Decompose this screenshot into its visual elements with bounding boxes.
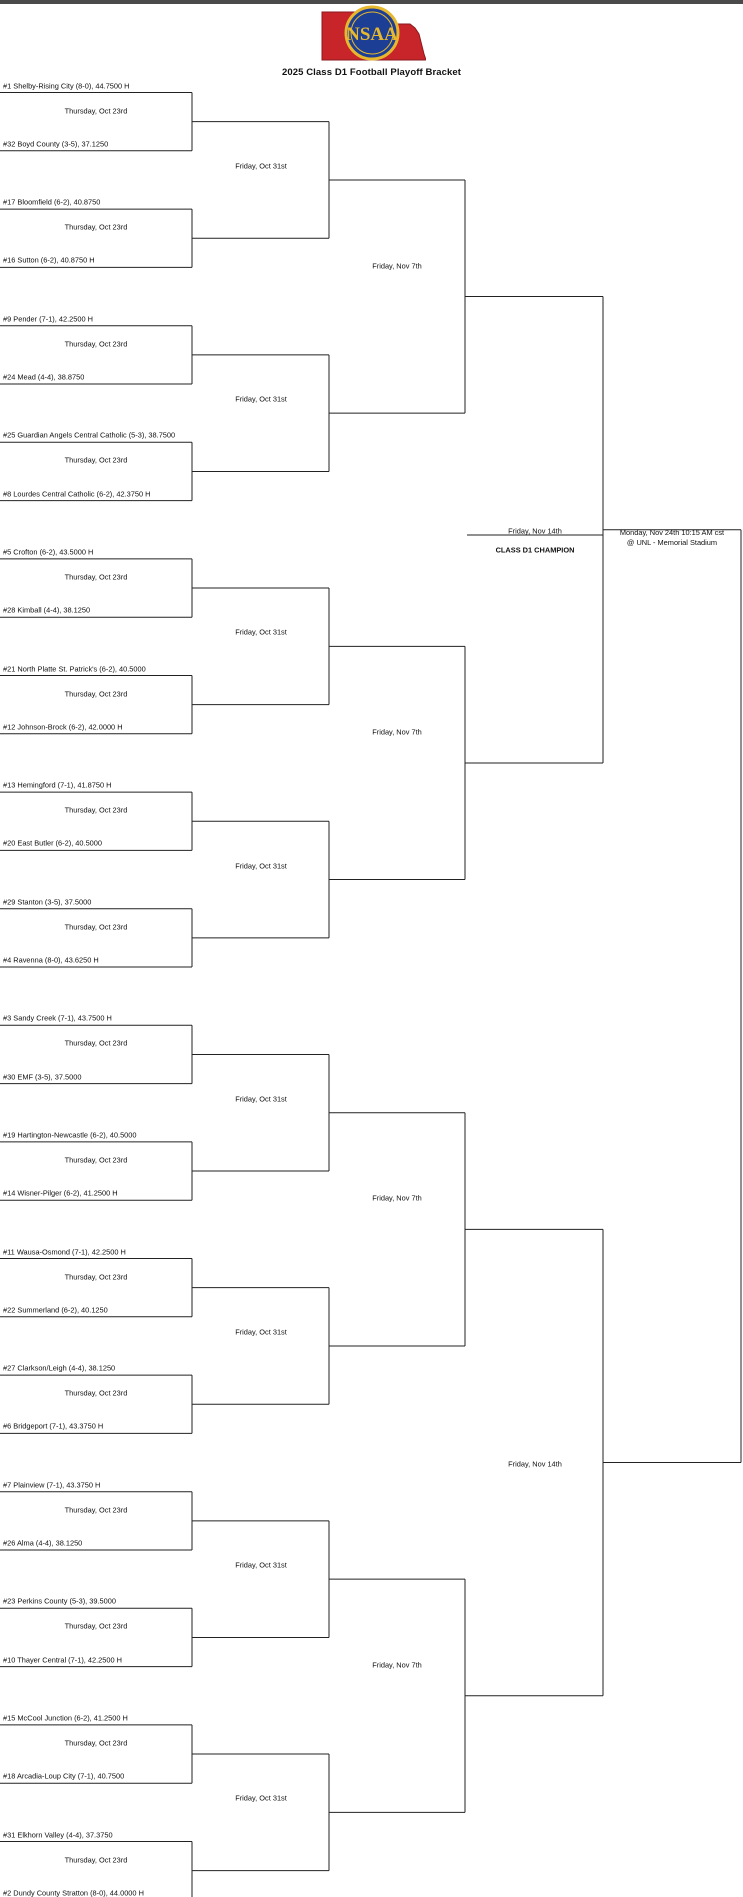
team-seed-label: #2 Dundy County Stratton (8-0), 44.0000 H <box>3 1888 144 1897</box>
round1-date: Thursday, Oct 23rd <box>64 922 128 932</box>
round1-date: Thursday, Oct 23rd <box>64 455 128 465</box>
team-seed-label: #1 Shelby-Rising City (8-0), 44.7500 H <box>3 81 130 90</box>
round2-date: Friday, Oct 31st <box>235 1094 287 1104</box>
team-seed-label: #23 Perkins County (5-3), 39.5000 <box>3 1596 116 1606</box>
final-date: Monday, Nov 24th 10:15 AM cst <box>619 528 725 537</box>
round1-date: Thursday, Oct 23rd <box>64 1272 128 1282</box>
round2-date: Friday, Oct 31st <box>235 394 287 404</box>
team-seed-label: #32 Boyd County (3-5), 37.1250 <box>3 139 109 149</box>
team-seed-label: #31 Elkhorn Valley (4-4), 37.3750 <box>3 1830 113 1839</box>
team-seed-label: #17 Bloomfield (6-2), 40.8750 <box>3 197 101 207</box>
team-seed-label: #27 Clarkson/Leigh (4-4), 38.1250 <box>3 1363 116 1373</box>
logo-text: NSAA <box>346 24 398 45</box>
round1-date: Thursday, Oct 23rd <box>64 1621 128 1631</box>
team-seed-label: #30 EMF (3-5), 37.5000 <box>3 1072 82 1082</box>
team-seed-label: #3 Sandy Creek (7-1), 43.7500 H <box>3 1013 112 1023</box>
round2-date: Friday, Oct 31st <box>235 161 287 171</box>
semifinal-date: Friday, Nov 14th <box>508 526 562 536</box>
team-seed-label: #11 Wausa-Osmond (7-1), 42.2500 H <box>3 1247 126 1256</box>
team-seed-label: #6 Bridgeport (7-1), 43.3750 H <box>3 1421 104 1431</box>
team-seed-label: #28 Kimball (4-4), 38.1250 <box>3 605 91 615</box>
team-seed-label: #5 Crofton (6-2), 43.5000 H <box>3 547 94 557</box>
team-seed-label: #16 Sutton (6-2), 40.8750 H <box>3 255 95 265</box>
team-seed-label: #8 Lourdes Central Catholic (6-2), 42.3750 H <box>3 489 151 499</box>
team-seed-label: #26 Alma (4-4), 38.1250 <box>3 1538 83 1548</box>
round1-date: Thursday, Oct 23rd <box>64 1038 128 1048</box>
round1-date: Thursday, Oct 23rd <box>64 1388 128 1398</box>
final-location: @ UNL - Memorial Stadium <box>626 538 718 547</box>
page-title: 2025 Class D1 Football Playoff Bracket <box>281 67 462 78</box>
team-seed-label: #29 Stanton (3-5), 37.5000 <box>3 897 92 907</box>
team-seed-label: #10 Thayer Central (7-1), 42.2500 H <box>3 1655 123 1665</box>
round1-date: Thursday, Oct 23rd <box>64 339 128 349</box>
round1-date: Thursday, Oct 23rd <box>64 1505 128 1515</box>
team-seed-label: #7 Plainview (7-1), 43.3750 H <box>3 1480 101 1490</box>
round1-date: Thursday, Oct 23rd <box>64 106 128 116</box>
team-seed-label: #13 Hemingford (7-1), 41.8750 H <box>3 780 112 790</box>
quarterfinal-date: Friday, Nov 7th <box>372 261 422 271</box>
round1-date: Thursday, Oct 23rd <box>64 805 128 815</box>
semifinal-date: Friday, Nov 14th <box>508 1459 562 1469</box>
quarterfinal-date: Friday, Nov 7th <box>372 1660 422 1670</box>
team-seed-label: #18 Arcadia-Loup City (7-1), 40.7500 <box>3 1771 125 1781</box>
team-seed-label: #21 North Platte St. Patrick's (6-2), 40.5000 <box>3 664 146 673</box>
round1-date: Thursday, Oct 23rd <box>64 222 128 232</box>
round2-date: Friday, Oct 31st <box>235 861 287 871</box>
round2-date: Friday, Oct 31st <box>235 1793 287 1803</box>
round1-date: Thursday, Oct 23rd <box>64 572 128 582</box>
team-seed-label: #20 East Butler (6-2), 40.5000 <box>3 838 103 848</box>
round1-date: Thursday, Oct 23rd <box>64 689 128 699</box>
team-seed-label: #12 Johnson-Brock (6-2), 42.0000 H <box>3 722 123 732</box>
team-seed-label: #4 Ravenna (8-0), 43.6250 H <box>3 955 99 965</box>
final-game-info <box>620 528 724 548</box>
quarterfinal-date: Friday, Nov 7th <box>372 727 422 737</box>
round2-date: Friday, Oct 31st <box>235 1560 287 1570</box>
round1-date: Thursday, Oct 23rd <box>64 1155 128 1165</box>
champion-label: CLASS D1 CHAMPION <box>495 545 575 555</box>
round1-date: Thursday, Oct 23rd <box>64 1855 128 1865</box>
quarterfinal-date: Friday, Nov 7th <box>372 1193 422 1203</box>
round2-date: Friday, Oct 31st <box>235 1327 287 1337</box>
team-seed-label: #14 Wisner-Pilger (6-2), 41.2500 H <box>3 1188 118 1198</box>
team-seed-label: #25 Guardian Angels Central Catholic (5-3), 38.7500 <box>3 430 176 440</box>
team-seed-label: #19 Hartington-Newcastle (6-2), 40.5000 <box>3 1130 137 1140</box>
team-seed-label: #9 Pender (7-1), 42.2500 H <box>3 314 93 324</box>
team-seed-label: #22 Summerland (6-2), 40.1250 <box>3 1305 108 1315</box>
round2-date: Friday, Oct 31st <box>235 627 287 637</box>
round1-date: Thursday, Oct 23rd <box>64 1738 128 1748</box>
team-seed-label: #15 McCool Junction (6-2), 41.2500 H <box>3 1713 128 1723</box>
team-seed-label: #24 Mead (4-4), 38.8750 <box>3 372 85 382</box>
